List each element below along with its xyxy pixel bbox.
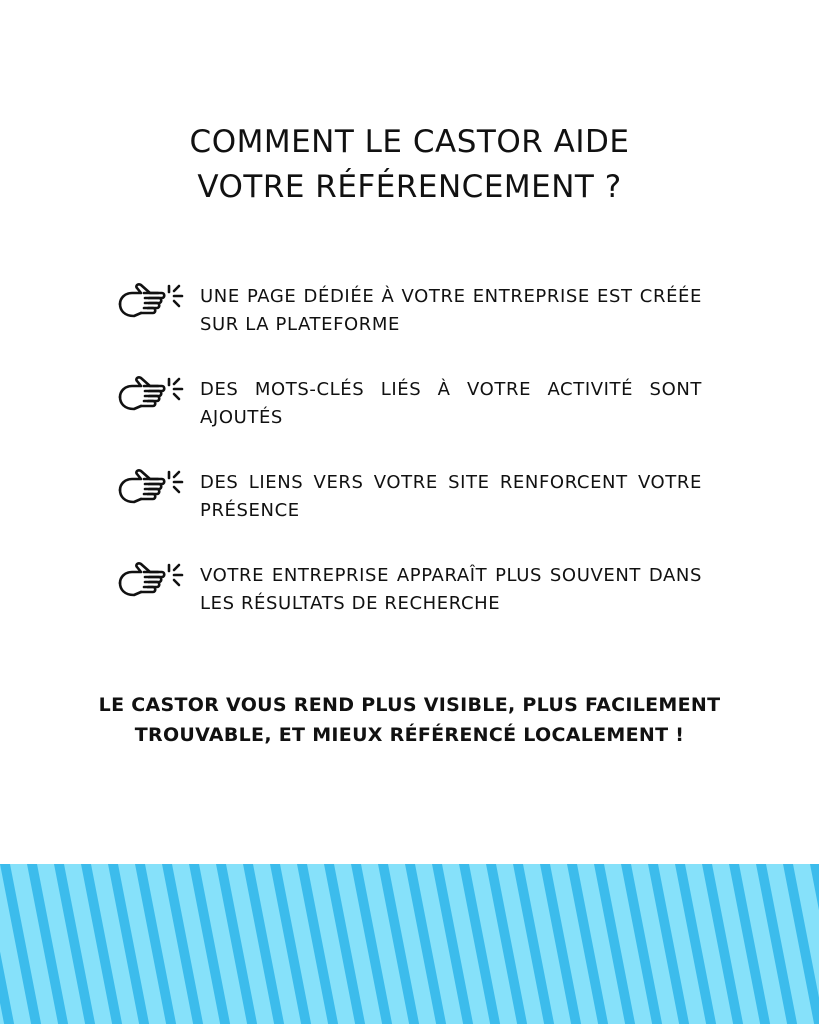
page-title: [0, 120, 819, 210]
pointing-hand-icon: [114, 280, 186, 328]
list-item: [114, 559, 704, 652]
list-item-text: VOTRE ENTREPRISE APPARAÎT PLUS SOUVENT DANS LES RÉSULTATS DE RECHERCHE: [200, 565, 702, 614]
decorative-stripes-band: [0, 864, 819, 1024]
benefits-list: [114, 280, 704, 652]
pointing-hand-icon: [114, 559, 186, 607]
list-item: [114, 373, 704, 466]
tagline-line-2: TROUVABLE, ET MIEUX RÉFÉRENCÉ LOCALEMENT !: [134, 724, 685, 746]
stripes-fill: [0, 864, 819, 1024]
title-line-1: COMMENT LE CASTOR AIDE: [189, 124, 630, 160]
pointing-hand-icon: [114, 466, 186, 514]
list-item-text: DES LIENS VERS VOTRE SITE RENFORCENT VOTRE PRÉSENCE: [200, 472, 702, 521]
list-item-text: UNE PAGE DÉDIÉE À VOTRE ENTREPRISE EST CRÉÉE SUR LA PLATEFORME: [200, 286, 702, 335]
pointing-hand-icon: [114, 373, 186, 421]
list-item: [114, 466, 704, 559]
title-line-2: VOTRE RÉFÉRENCEMENT ?: [197, 169, 622, 205]
tagline: [0, 690, 819, 750]
list-item: [114, 280, 704, 373]
list-item-text: DES MOTS-CLÉS LIÉS À VOTRE ACTIVITÉ SONT AJOUTÉS: [200, 379, 702, 428]
tagline-line-1: LE CASTOR VOUS REND PLUS VISIBLE, PLUS FACILEMENT: [98, 694, 721, 716]
